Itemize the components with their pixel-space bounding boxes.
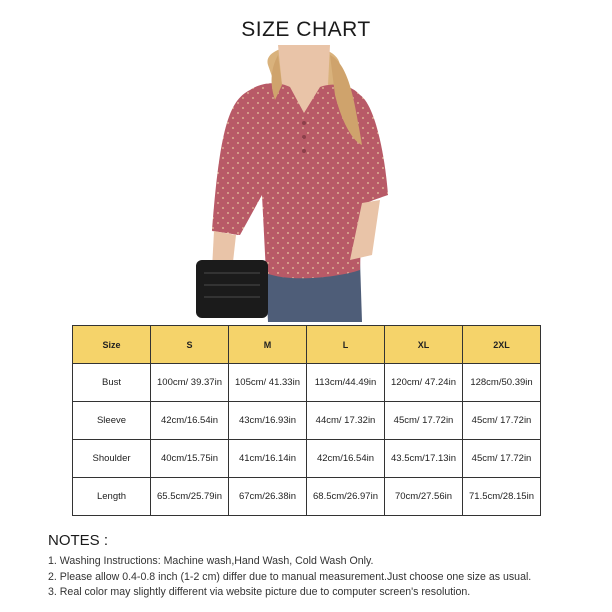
row-label: Sleeve [73,402,151,440]
table-cell: 45cm/ 17.72in [385,402,463,440]
header-cell-l: L [307,326,385,364]
table-cell: 42cm/16.54in [307,440,385,478]
table-cell: 67cm/26.38in [229,478,307,516]
table-header-row [73,326,541,364]
header-cell-s: S [151,326,229,364]
table-row [73,478,541,516]
header-cell-2xl: 2XL [463,326,541,364]
row-label: Bust [73,364,151,402]
table-cell: 43.5cm/17.13in [385,440,463,478]
row-label: Length [73,478,151,516]
table-cell: 65.5cm/25.79in [151,478,229,516]
notes-title: NOTES : [48,532,109,549]
table-cell: 68.5cm/26.97in [307,478,385,516]
table-cell: 40cm/15.75in [151,440,229,478]
table-cell: 120cm/ 47.24in [385,364,463,402]
table-cell: 44cm/ 17.32in [307,402,385,440]
table-cell: 42cm/16.54in [151,402,229,440]
table-cell: 70cm/27.56in [385,478,463,516]
table-row [73,440,541,478]
table-row [73,402,541,440]
table-cell: 100cm/ 39.37in [151,364,229,402]
table-cell: 45cm/ 17.72in [463,402,541,440]
note-item: 2. Please allow 0.4-0.8 inch (1-2 cm) differ due to manual measurement.Just choose one size as usual. [48,570,532,583]
table-cell: 71.5cm/28.15in [463,478,541,516]
note-item: 3. Real color may slightly different via website picture due to computer screen's resolution. [48,586,471,598]
note-item: 1. Washing Instructions: Machine wash,Hand Wash, Cold Wash Only. [48,555,374,567]
table-row [73,364,541,402]
page-title: SIZE CHART [241,18,371,41]
table-cell: 128cm/50.39in [463,364,541,402]
header-cell-m: M [229,326,307,364]
table-cell: 105cm/ 41.33in [229,364,307,402]
header-cell-size: Size [73,326,151,364]
notes-section [48,532,608,601]
size-table [72,325,541,516]
table-cell: 41cm/16.14in [229,440,307,478]
row-label: Shoulder [73,440,151,478]
table-cell: 113cm/44.49in [307,364,385,402]
header-cell-xl: XL [385,326,463,364]
table-cell: 45cm/ 17.72in [463,440,541,478]
table-cell: 43cm/16.93in [229,402,307,440]
product-photo [190,45,422,322]
